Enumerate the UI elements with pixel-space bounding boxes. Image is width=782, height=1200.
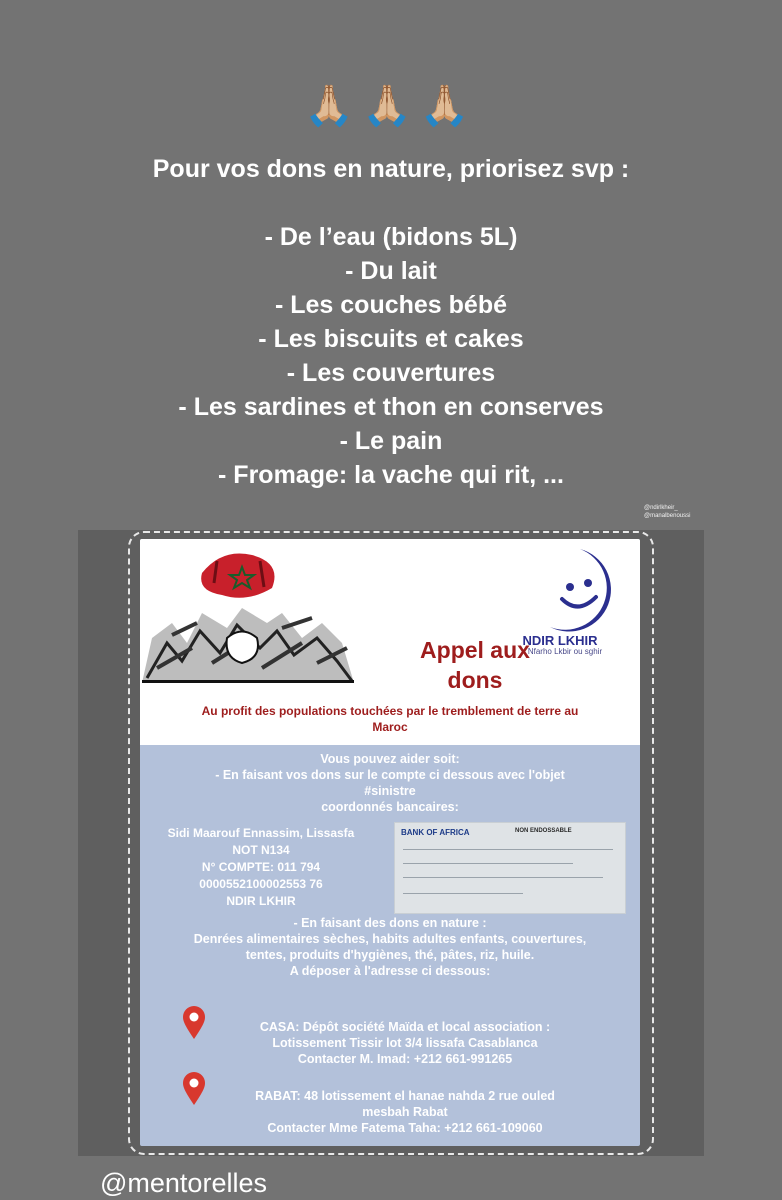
casa-contact: Contacter M. Imad: +212 661-991265: [297, 1052, 513, 1066]
rabat-line: RABAT: 48 lotissement el hanae nahda 2 rue ouled: [255, 1089, 555, 1103]
caption-heading: Pour vos dons en nature, priorisez svp :: [152, 155, 630, 183]
caption-item: - Les couvertures: [286, 359, 496, 387]
ndir-lkhir-moon-logo: [510, 543, 630, 633]
nature-intro: - En faisant des dons en nature :: [293, 916, 487, 930]
poster-title-line: Appel aux: [420, 637, 530, 663]
caption-item: - Les couches bébé: [274, 291, 508, 319]
casa-line: Lotissement Tissir lot 3/4 lissafa Casablanca: [272, 1036, 538, 1050]
bank-holder: NDIR LKHIR: [226, 894, 296, 908]
bank-heading: coordonnés bancaires:: [321, 800, 459, 814]
cheque-bank-name: BANK OF AFRICA: [401, 828, 470, 837]
poster-subtitle: Au profit des populations touchées par le tremblement de terre au Maroc: [201, 704, 579, 734]
logo-name: NDIR LKHIR: [522, 633, 598, 648]
caption-item: - Les sardines et thon en conserves: [178, 393, 604, 421]
mention-ndirlkheir[interactable]: @ndirlkheir_: [644, 505, 678, 511]
nature-section: [140, 915, 640, 979]
caption-item: - Du lait: [345, 257, 437, 285]
deposit-intro: A déposer à l'adresse ci dessous:: [289, 964, 491, 978]
caption-item: - Le pain: [339, 427, 443, 455]
cheque-non-endossable: NON ENDOSSABLE: [515, 828, 572, 834]
earthquake-sketch-image: [142, 543, 354, 683]
help-section: [140, 751, 640, 815]
poster-title-line: dons: [447, 667, 503, 693]
bank-details: [146, 825, 376, 910]
poster-title: [370, 635, 580, 695]
cheque-line: [403, 849, 613, 850]
nature-items: Denrées alimentaires sèches, habits adultes enfants, couvertures, tentes, produits d'hygiènes, thé, pâtes, riz, huile.: [193, 932, 587, 962]
poster-header: [140, 539, 640, 745]
bank-account-label: N° COMPTE: 011 794: [201, 860, 321, 874]
casa-line: CASA: Dépôt société Maïda et local association :: [259, 1020, 551, 1034]
casa-address: [170, 1019, 640, 1067]
story-caption: [0, 152, 782, 492]
caption-item: - De l’eau (bidons 5L): [264, 223, 518, 251]
bank-account-number: 0000552100002553 76: [199, 877, 323, 891]
cheque-line: [403, 877, 603, 878]
bank-not: NOT N134: [232, 843, 290, 857]
caption-item: - Fromage: la vache qui rit, ...: [218, 461, 564, 489]
rabat-address: [170, 1088, 640, 1136]
help-bank: - En faisant vos dons sur le compte ci dessous avec l'objet #sinistre: [215, 768, 565, 798]
mentorelles-handle[interactable]: @mentorelles: [100, 1168, 267, 1198]
bank-address: Sidi Maarouf Ennassim, Lissasfa: [167, 826, 355, 840]
donation-poster: [140, 539, 640, 1146]
rabat-contact: Contacter Mme Fatema Taha: +212 661-109060: [267, 1121, 543, 1135]
logo-tagline: Nfarho Lkbir ou sghir: [527, 647, 603, 656]
rabat-line: mesbah Rabat: [362, 1105, 448, 1119]
mention-manalbenoussi[interactable]: @manalbenoussi: [644, 513, 691, 519]
praying-hands-emoji: 🙏🏼🙏🏼🙏🏼: [304, 84, 478, 128]
cheque-image: [394, 822, 626, 914]
help-intro: Vous pouvez aider soit:: [320, 752, 460, 766]
cheque-line: [403, 893, 523, 894]
cheque-line: [403, 863, 573, 864]
mention-watermark[interactable]: [644, 504, 690, 520]
caption-item: - Les biscuits et cakes: [258, 325, 524, 353]
